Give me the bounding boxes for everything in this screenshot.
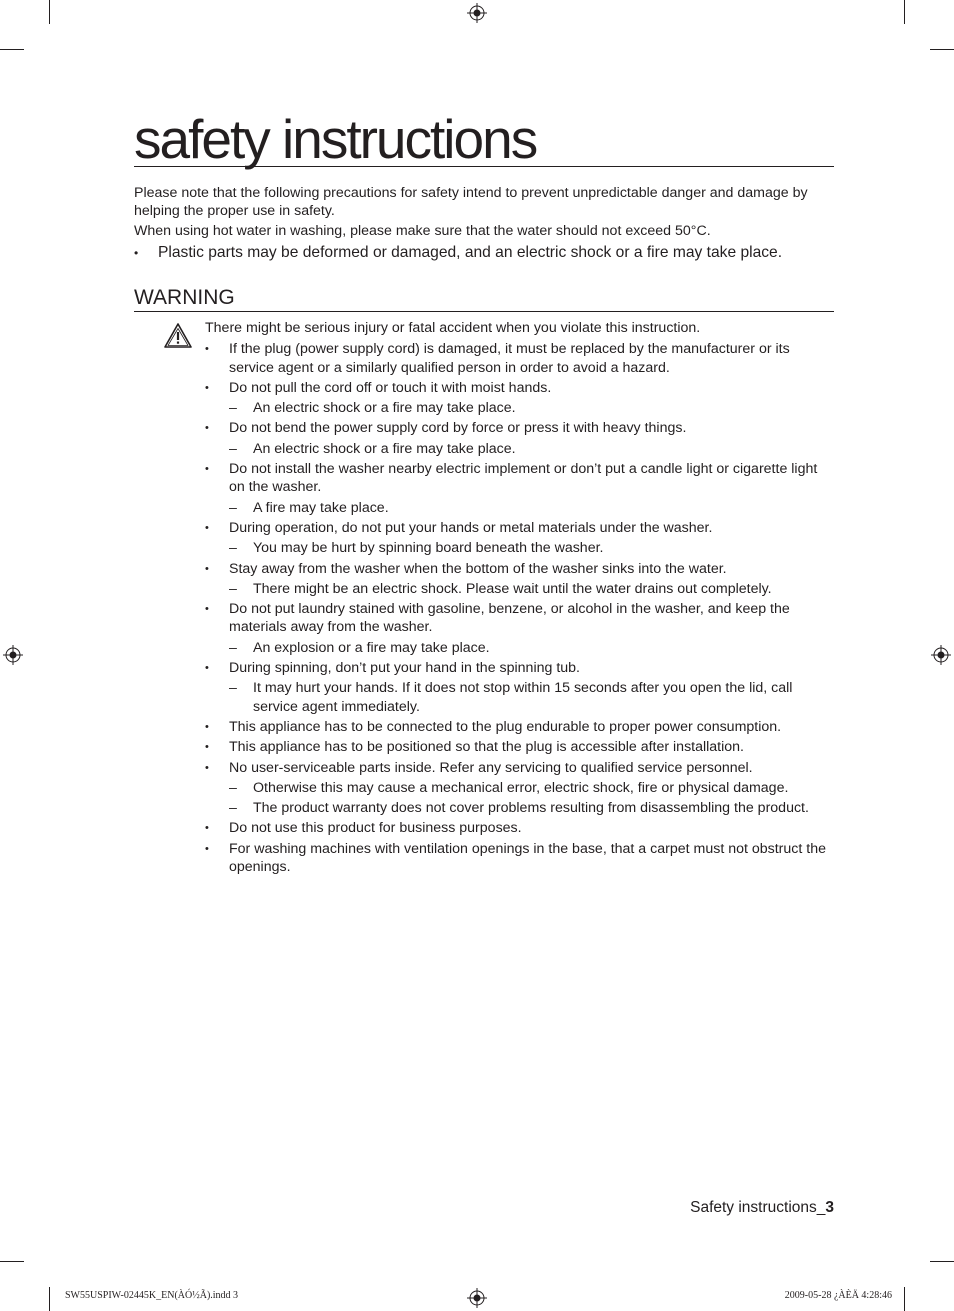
warning-subitem-text: There might be an electric shock. Please wait until the water drains out completely. — [253, 580, 772, 597]
warning-item — [205, 659, 835, 677]
warning-item — [205, 419, 835, 437]
warning-item-text: No user-serviceable parts inside. Refer any servicing to qualified service personnel. — [229, 759, 753, 776]
slug-timestamp: 2009-05-28 ¿ÀÈÄ 4:28:46 — [784, 1290, 892, 1301]
bullet-mark: • — [205, 603, 209, 616]
warning-item-text: This appliance has to be positioned so that the plug is accessible after installation. — [229, 739, 745, 756]
warning-item-text: Do not use this product for business purposes. — [229, 820, 522, 837]
warning-item — [205, 600, 835, 637]
dash-mark: – — [229, 639, 237, 656]
warning-subitem — [205, 799, 835, 817]
crop-mark-top-left-h — [0, 49, 24, 50]
warning-subitem — [205, 499, 835, 517]
registration-mark-icon — [931, 645, 951, 665]
warning-triangle-icon — [163, 322, 193, 349]
warning-item-text: During spinning, don’t put your hand in the spinning tub. — [229, 660, 580, 677]
bullet-mark: • — [205, 422, 209, 435]
warning-item — [205, 379, 835, 397]
intro-paragraph: Please note that the following precautions for safety intend to prevent unpredictable danger and damage by helping the proper use in safety. — [134, 185, 808, 219]
warning-item-text: During operation, do not put your hands or metal materials under the washer. — [229, 519, 713, 536]
crop-mark-top-left-v — [49, 0, 50, 24]
warning-item-text: Do not install the washer nearby electric implement or don’t put a candle light or cigarette light on the washer. — [229, 461, 818, 496]
intro-bullet-text: Plastic parts may be deformed or damaged, and an electric shock or a fire may take place. — [158, 244, 783, 261]
bullet-mark: • — [205, 662, 209, 675]
warning-item-text: For washing machines with ventilation openings in the base, that a carpet must not obstruct the openings. — [229, 840, 826, 876]
page-number: 3 — [825, 1199, 834, 1216]
warning-item — [205, 819, 835, 837]
bullet-mark: • — [205, 343, 209, 356]
bullet-mark: • — [205, 720, 209, 733]
warning-subitem-text: An electric shock or a fire may take place. — [253, 440, 516, 457]
warning-subitem-text: It may hurt your hands. If it does not stop within 15 seconds after you open the lid, call service agent immediately. — [253, 680, 793, 715]
dash-mark: – — [229, 580, 237, 597]
dash-mark: – — [229, 779, 237, 796]
warning-subitem-text: The product warranty does not cover problems resulting from disassembling the product. — [253, 800, 809, 817]
warning-subitem — [205, 580, 835, 598]
bullet-mark: • — [205, 822, 209, 835]
crop-mark-bottom-left-h — [0, 1261, 24, 1262]
crop-mark-top-right-v — [904, 0, 905, 24]
footer-label: Safety instructions_ — [690, 1199, 826, 1216]
crop-mark-bottom-right-h — [930, 1261, 954, 1262]
bullet-mark: • — [205, 562, 209, 575]
dash-mark: – — [229, 440, 237, 457]
warning-item-text: If the plug (power supply cord) is damaged, it must be replaced by the manufacturer or its service agent or a similarly qualified person in order to avoid a hazard. — [229, 341, 790, 376]
crop-mark-bottom-right-v — [904, 1287, 905, 1311]
warning-subitem — [205, 679, 835, 716]
warning-item — [205, 460, 835, 497]
warning-subitem-text: A fire may take place. — [253, 499, 389, 516]
dash-mark: – — [229, 499, 237, 516]
warning-subitem — [205, 440, 835, 458]
warning-subitem-text: An electric shock or a fire may take place. — [253, 400, 516, 417]
warning-item-text: This appliance has to be connected to the plug endurable to proper power consumption. — [229, 718, 782, 735]
warning-item-text: Stay away from the washer when the bottom of the washer sinks into the water. — [229, 560, 727, 577]
bullet-mark: • — [205, 521, 209, 534]
intro-section — [134, 184, 834, 263]
dash-mark: – — [229, 680, 237, 697]
registration-mark-icon — [467, 1288, 487, 1308]
page-title: safety instructions — [134, 112, 834, 167]
warning-item — [205, 340, 835, 377]
page-footer — [690, 1198, 834, 1218]
warning-subitem-text: Otherwise this may cause a mechanical error, electric shock, fire or physical damage. — [253, 779, 789, 796]
bullet-mark: • — [205, 381, 209, 394]
warning-subitem — [205, 539, 835, 557]
warning-subitem — [205, 399, 835, 417]
bullet-mark: • — [205, 761, 209, 774]
crop-mark-bottom-left-v — [49, 1287, 50, 1311]
dash-mark: – — [229, 400, 237, 417]
slug-filename: SW55USPIW-02445K_EN(ÀÓ½Ã).indd 3 — [65, 1290, 239, 1301]
intro-bullet — [134, 243, 834, 263]
registration-mark-icon — [467, 3, 487, 23]
intro-paragraph: When using hot water in washing, please make sure that the water should not exceed 50°C. — [134, 223, 711, 239]
warning-item — [205, 738, 835, 756]
warning-body — [205, 319, 835, 878]
warning-list — [205, 340, 835, 876]
warning-subitem-text: You may be hurt by spinning board beneath the washer. — [253, 540, 604, 557]
warning-item-text: Do not put laundry stained with gasoline, benzene, or alcohol in the washer, and keep the materials away from the washer. — [229, 601, 790, 636]
warning-item — [205, 759, 835, 777]
warning-lead: There might be serious injury or fatal accident when you violate this instruction. — [205, 320, 701, 336]
warning-subitem-text: An explosion or a fire may take place. — [253, 639, 490, 656]
dash-mark: – — [229, 800, 237, 817]
warning-item-text: Do not pull the cord off or touch it with moist hands. — [229, 379, 552, 396]
bullet-mark: • — [205, 741, 209, 754]
warning-item — [205, 840, 835, 877]
warning-item — [205, 519, 835, 537]
registration-mark-icon — [3, 645, 23, 665]
warning-item — [205, 718, 835, 736]
warning-heading: WARNING — [134, 286, 834, 312]
warning-subitem — [205, 779, 835, 797]
crop-mark-top-right-h — [930, 49, 954, 50]
bullet-mark: • — [205, 463, 209, 476]
warning-item-text: Do not bend the power supply cord by force or press it with heavy things. — [229, 420, 687, 437]
bullet-mark: • — [134, 246, 139, 260]
warning-subitem — [205, 639, 835, 657]
bullet-mark: • — [205, 842, 209, 855]
dash-mark: – — [229, 540, 237, 557]
warning-item — [205, 560, 835, 578]
